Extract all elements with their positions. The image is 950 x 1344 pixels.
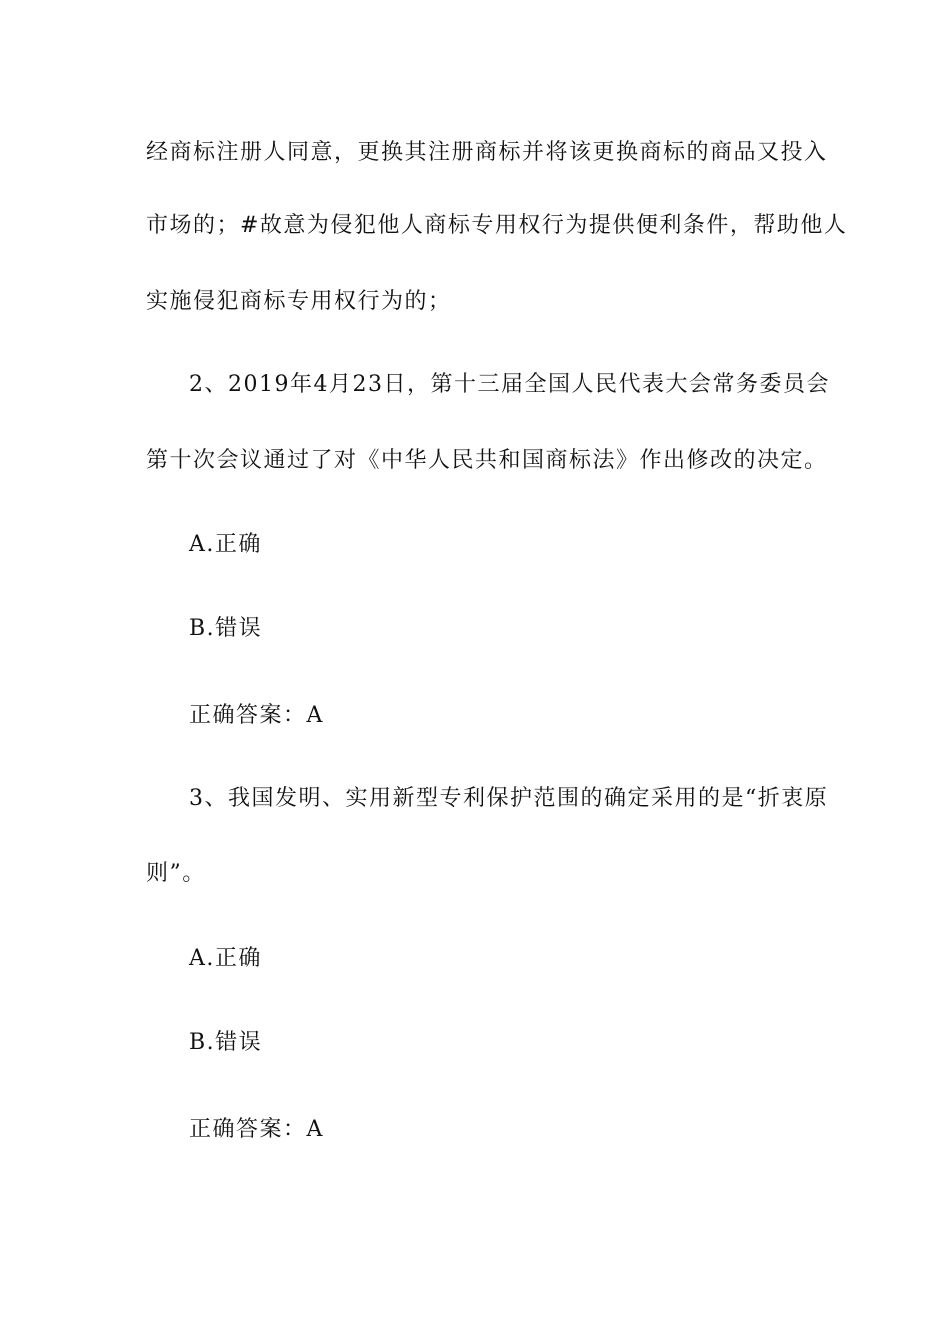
intro-line-3: 实施侵犯商标专用权行为的； — [146, 289, 452, 314]
question-3-option-a: A.正确 — [189, 946, 262, 971]
intro-line-2: 市场的；#故意为侵犯他人商标专用权行为提供便利条件，帮助他人 — [146, 213, 848, 238]
question-3-answer: 正确答案：A — [189, 1117, 324, 1142]
question-2-option-a: A.正确 — [189, 532, 262, 557]
intro-line-1: 经商标注册人同意，更换其注册商标并将该更换商标的商品又投入 — [146, 140, 828, 165]
question-2-answer: 正确答案：A — [189, 703, 324, 728]
question-3-line-2: 则”。 — [146, 861, 206, 886]
question-3-option-b: B.错误 — [189, 1030, 263, 1055]
question-2-line-2: 第十次会议通过了对《中华人民共和国商标法》作出修改的决定。 — [146, 448, 828, 473]
question-2-option-b: B.错误 — [189, 616, 263, 641]
question-3-line-1: 3、我国发明、实用新型专利保护范围的确定采用的是“折衷原 — [189, 786, 829, 811]
question-2-line-1: 2、2019年4月23日，第十三届全国人民代表大会常务委员会 — [189, 372, 830, 397]
